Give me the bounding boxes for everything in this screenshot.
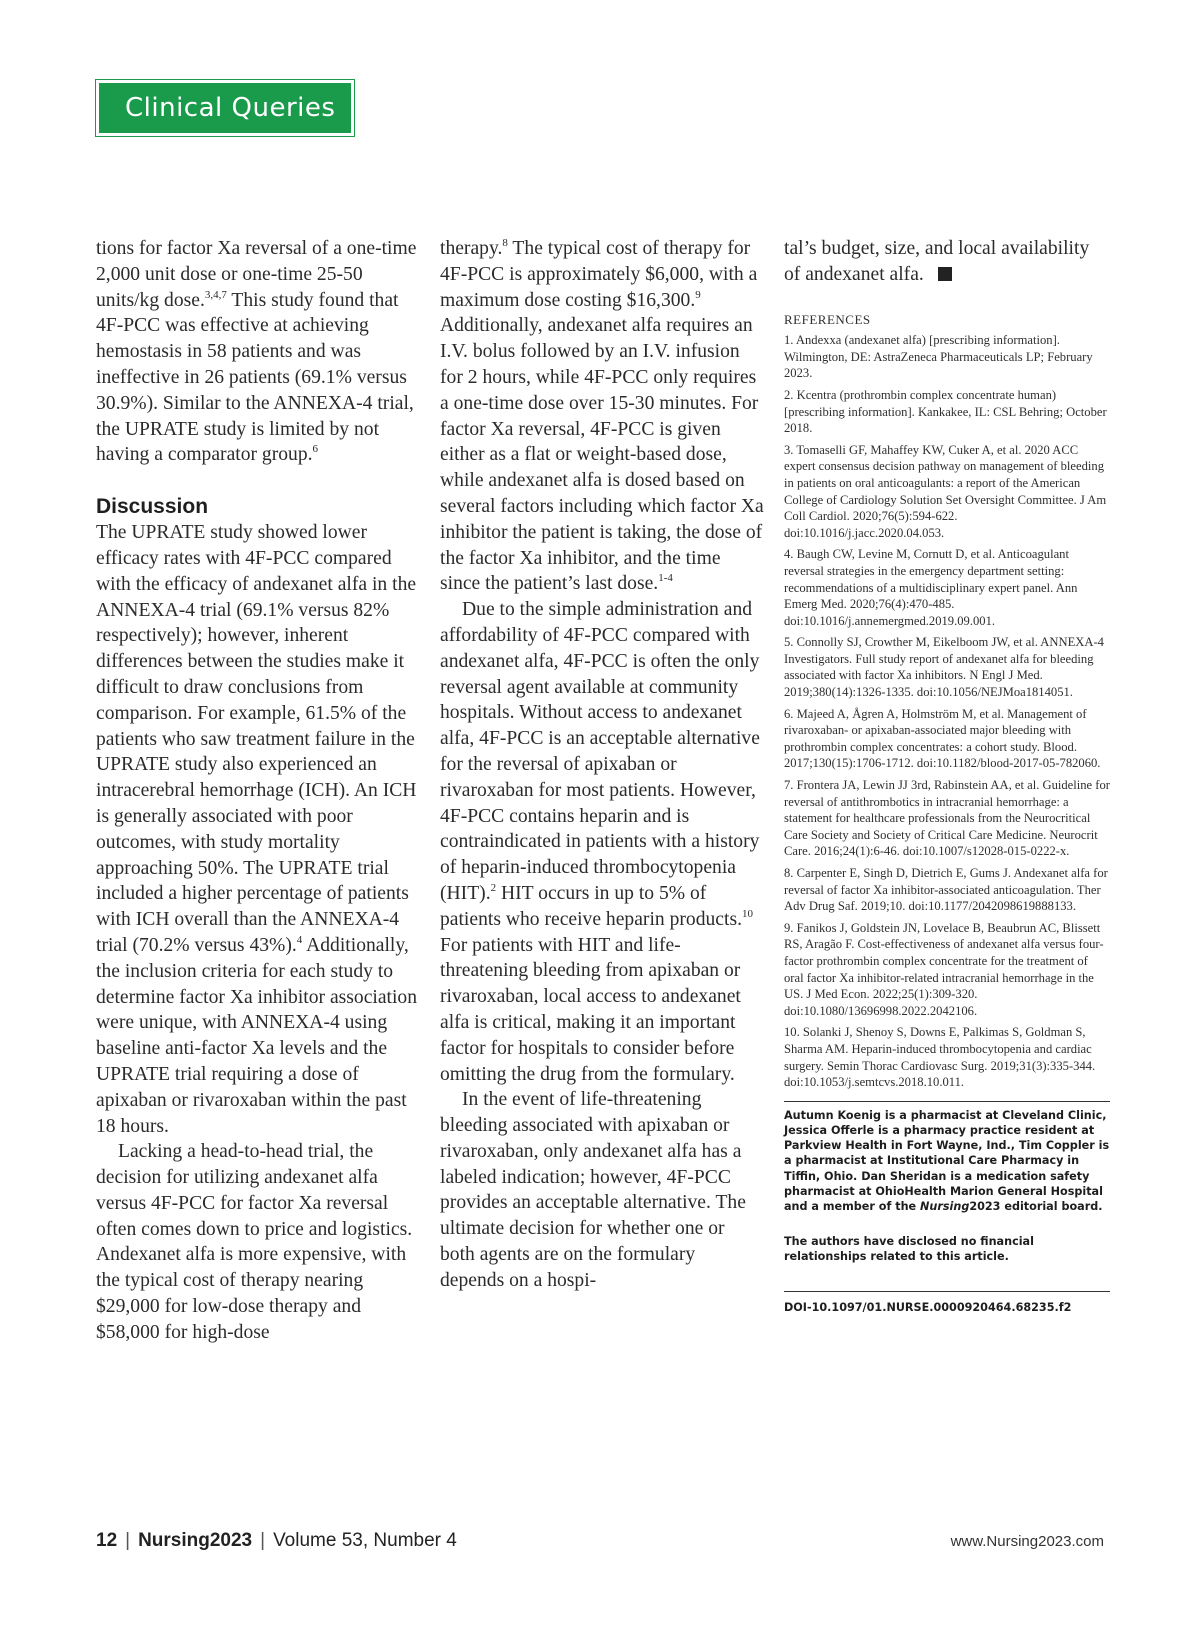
- references-heading: REFERENCES: [784, 311, 871, 327]
- magazine-name: Nursing2023: [138, 1530, 253, 1551]
- reference-item: 5. Connolly SJ, Crowther M, Eikelboom JW, et al. ANNEXA-4 Investigators. Full study report of andexanet alfa for bleeding associated with factor Xa inhibitors. N Engl J Med. 2019;380(14):1326-1335. doi:10.1056/NEJMoa1814051.: [784, 635, 1104, 700]
- reference-item: 8. Carpenter E, Singh D, Dietrich E, Gums J. Andexanet alfa for reversal of factor Xa inhibitor-associated anticoagulation. Ther Adv Drug Saf. 2019;10. doi:10.1177/2042098619888133.: [784, 866, 1108, 914]
- paragraph: The UPRATE study showed lower efficacy rates with 4F-PCC compared with the efficacy of andexanet alfa in the ANNEXA-4 trial (69.1% versus 82% respectively); however, inherent differences between the studies make it difficult to draw conclusions from comparison. For example, 61.5% of the patients who saw treatment failure in the UPRATE study also experienced an intracerebral hemorrhage (ICH). An ICH is generally associated with poor outcomes, with study mortality approaching 50%. The UPRATE trial included a higher percentage of patients with ICH overall than the ANNEXA-4 trial (70.2% versus 43%).$^4$ Additionally, the inclusion criteria for each study to determine factor Xa inhibitor association were unique, with ANNEXA-4 using baseline anti-factor Xa levels and the UPRATE trial requiring a dose of apixaban or rivaroxaban within the past 18 hours.: [96, 522, 418, 1137]
- reference-item: 6. Majeed A, Ågren A, Holmström M, et al. Management of rivaroxaban- or apixaban-associated major bleeding with prothrombin complex concentrates: a cohort study. Blood. 2017;130(15):1706-1712. doi:10.1182/blood-2017-05-782060.: [784, 706, 1101, 771]
- doi: DOI-10.1097/01.NURSE.0000920464.68235.f2: [784, 1300, 1072, 1314]
- paragraph: tal’s budget, size, and local availability of andexanet alfa.: [784, 238, 1090, 285]
- column-1: [96, 236, 420, 1346]
- reference-item: 7. Frontera JA, Lewin JJ 3rd, Rabinstein AA, et al. Guideline for reversal of antithrombotics in intracranial hemorrhage: a statement for healthcare professionals from the Neurocritical Care Society and Society of Critical Care Medicine. Neurocrit Care. 2016;24(1):6-46. doi:10.1007/s12028-015-0222-x.: [784, 778, 1110, 859]
- end-of-article-mark: [938, 267, 952, 281]
- footer-separator: |: [125, 1530, 131, 1551]
- footer-separator: |: [260, 1530, 266, 1551]
- paragraph: therapy.$^8$ The typical cost of therapy for 4F-PCC is approximately $6,000, with a maximum dose costing $16,300.$^9$ Additionally, andexanet alfa requires an I.V. bolus followed by an I.V. infusion for 2 hours, while 4F-PCC only requires a one-time dose over 15-30 minutes. For factor Xa reversal, 4F-PCC is given either as a flat or weight-based dose, while andexanet alfa is dosed based on several factors including which factor Xa inhibitor the patient is taking, the dose of the factor Xa inhibitor, and the time since the patient’s last dose.$^{1-4}$: [440, 237, 764, 595]
- paragraph: tions for factor Xa reversal of a one-time 2,000 unit dose or one-time 25-50 units/kg dose.$^{3,4,7}$ This study found that 4F-PCC was effective at achieving hemostasis in 58 patients and was ineffective in 26 patients (69.1% versus 30.9%). Similar to the ANNEXA-4 trial, the UPRATE study is limited by not having a comparator group.$^6$: [96, 238, 417, 466]
- reference-item: 2. Kcentra (prothrombin complex concentrate human) [prescribing information]. Kankakee, IL: CSL Behring; October 2018.: [784, 387, 1107, 436]
- reference-item: 9. Fanikos J, Goldstein JN, Lovelace B, Beaubrun AC, Blissett RS, Aragão F. Cost-effectiveness of andexanet alfa versus four-factor prothrombin complex concentrate for the treatment of oral factor Xa inhibitor-related intracranial hemorrhage in the US. J Med Econ. 2022;25(1):309-320. doi:10.1080/13696998.2022.2042106.: [784, 920, 1104, 1018]
- discussion-heading: Discussion: [96, 495, 209, 519]
- section-label-tab: [96, 80, 354, 136]
- disclosure: The authors have disclosed no financial relationships related to this article.: [784, 1235, 1034, 1264]
- reference-item: 10. Solanki J, Shenoy S, Downs E, Palkimas S, Goldman S, Sharma AM. Heparin-induced thrombocytopenia and cardiac surgery. Semin Thorac Cardiovasc Surg. 2019;31(3):335-344. doi:10.1053/j.semtcvs.2018.10.011.: [784, 1025, 1096, 1090]
- column-3: [784, 236, 1110, 1315]
- section-label: Clinical Queries: [125, 93, 336, 123]
- reference-item: 1. Andexxa (andexanet alfa) [prescribing information]. Wilmington, DE: AstraZeneca Pharmaceuticals LP; February 2023.: [784, 333, 1093, 381]
- paragraph: In the event of life-threatening bleeding associated with apixaban or rivaroxaban, only andexanet alfa has a labeled indication; however, 4F-PCC provides an acceptable alternative. The ultimate decision for whether one or both agents are on the formulary depends on a hospi-: [440, 1089, 746, 1291]
- page-number: 12: [96, 1530, 118, 1551]
- volume-info: Volume 53, Number 4: [273, 1530, 457, 1551]
- paragraph: Due to the simple administration and affordability of 4F-PCC compared with andexanet alfa, 4F-PCC is often the only reversal agent available at community hospitals. Without access to andexanet alfa, 4F-PCC is an acceptable alternative for the reversal of apixaban or rivaroxaban for most patients. However, 4F-PCC contains heparin and is contraindicated in patients with a history of heparin-induced thrombocytopenia (HIT).$^2$ HIT occurs in up to 5% of patients who receive heparin products.$^{10}$ For patients with HIT and life-threatening bleeding from apixaban or rivaroxaban, local access to andexanet alfa is critical, making it an important factor for hospitals to consider before omitting the drug from the formulary.: [440, 599, 760, 1085]
- footer-left: [96, 1530, 457, 1552]
- website-url: www.Nursing2023.com: [950, 1533, 1104, 1550]
- reference-item: 3. Tomaselli GF, Mahaffey KW, Cuker A, et al. 2020 ACC expert consensus decision pathway on management of bleeding in patients on oral anticoagulants: a report of the American College of Cardiology Solution Set Oversight Committee. J Am Coll Cardiol. 2020;76(5):594-622. doi:10.1016/j.jacc.2020.04.053.: [784, 442, 1107, 540]
- divider: [784, 1101, 1110, 1102]
- references: [784, 312, 1110, 1091]
- author-bio: Autumn Koenig is a pharmacist at Cleveland Clinic, Jessica Offerle is a pharmacy practice resident at Parkview Health in Fort Wayne, Ind., Tim Coppler is a pharmacist at Institutional Care Pharmacy in Tiffin, Ohio. Dan Sheridan is a medication safety pharmacist at OhioHealth Marion General Hospital and a member of the Nursing2023 editorial board.: [784, 1108, 1110, 1213]
- reference-item: 4. Baugh CW, Levine M, Cornutt D, et al. Anticoagulant reversal strategies in the emergency department setting: recommendations of a multidisciplinary expert panel. Ann Emerg Med. 2020;76(4):470-485. doi:10.1016/j.annemergmed.2019.09.001.: [784, 547, 1078, 628]
- paragraph: Lacking a head-to-head trial, the decision for utilizing andexanet alfa versus 4F-PCC for factor Xa reversal often comes down to price and logistics. Andexanet alfa is more expensive, with the typical cost of therapy nearing $29,000 for low-dose therapy and $58,000 for high-dose: [96, 1141, 413, 1343]
- column-2: [440, 236, 764, 1294]
- divider: [784, 1291, 1110, 1292]
